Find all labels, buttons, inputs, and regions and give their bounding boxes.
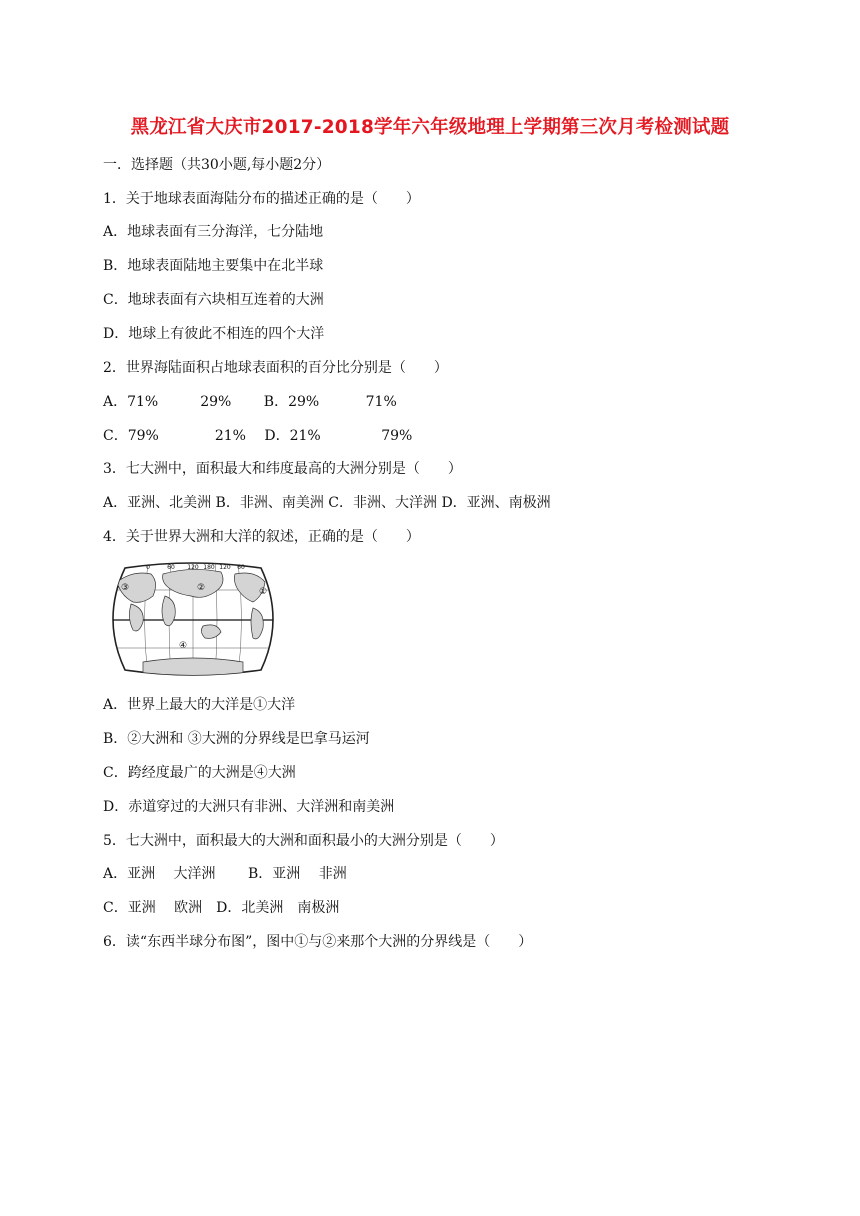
question-3-options: A．亚洲、北美洲 B．非洲、南美洲 C．非洲、大洋洲 D．亚洲、南极洲 — [103, 495, 551, 511]
question-4-stem: 4．关于世界大洲和大洋的叙述，正确的是（ ） — [103, 529, 420, 545]
section-heading: 一．选择题（共30小题,每小题2分） — [103, 157, 331, 173]
marker-4: ④ — [178, 641, 188, 651]
svg-text:120: 120 — [219, 564, 231, 571]
question-2-options-ab: A．71% 29% B．29% 71% — [103, 394, 397, 410]
question-6-stem: 6．读“东西半球分布图”，图中①与②来那个大洲的分界线是（ ） — [103, 934, 533, 950]
question-3-stem: 3．七大洲中，面积最大和纬度最高的大洲分别是（ ） — [103, 461, 462, 477]
question-1-stem: 1．关于地球表面海陆分布的描述正确的是（ ） — [103, 191, 420, 207]
question-1-option-b: B．地球表面陆地主要集中在北半球 — [103, 258, 324, 274]
question-5-options-cd: C．亚洲 欧洲 D．北美洲 南极洲 — [103, 900, 340, 916]
question-2-stem: 2．世界海陆面积占地球表面积的百分比分别是（ ） — [103, 360, 448, 376]
marker-3: ③ — [120, 583, 130, 593]
question-4-option-c: C．跨经度最广的大洲是④大洲 — [103, 765, 296, 781]
question-1-option-a: A．地球表面有三分海洋，七分陆地 — [103, 224, 324, 240]
svg-text:0: 0 — [146, 564, 150, 571]
svg-text:60: 60 — [237, 564, 245, 571]
question-4-option-a: A．世界上最大的大洋是①大洋 — [103, 697, 296, 713]
question-5-stem: 5．七大洲中，面积最大的大洲和面积最小的大洲分别是（ ） — [103, 833, 504, 849]
marker-2: ② — [196, 583, 206, 593]
question-4-option-d: D．赤道穿过的大洲只有非洲、大洋洲和南美洲 — [103, 799, 395, 815]
marker-1: ① — [258, 587, 268, 597]
svg-text:120: 120 — [187, 564, 199, 571]
question-1-option-d: D．地球上有彼此不相连的四个大洋 — [103, 326, 325, 342]
world-map-figure — [103, 560, 283, 678]
question-2-options-cd: C．79% 21% D．21% 79% — [103, 428, 413, 444]
question-5-options-ab: A．亚洲 大洋洲 B．亚洲 非洲 — [103, 866, 347, 882]
question-1-option-c: C．地球表面有六块相互连着的大洲 — [103, 292, 324, 308]
svg-text:180: 180 — [203, 564, 215, 571]
page-title: 黑龙江省大庆市2017-2018学年六年级地理上学期第三次月考检测试题 — [130, 117, 730, 138]
svg-text:60: 60 — [167, 564, 175, 571]
question-4-option-b: B．②大洲和 ③大洲的分界线是巴拿马运河 — [103, 731, 370, 747]
